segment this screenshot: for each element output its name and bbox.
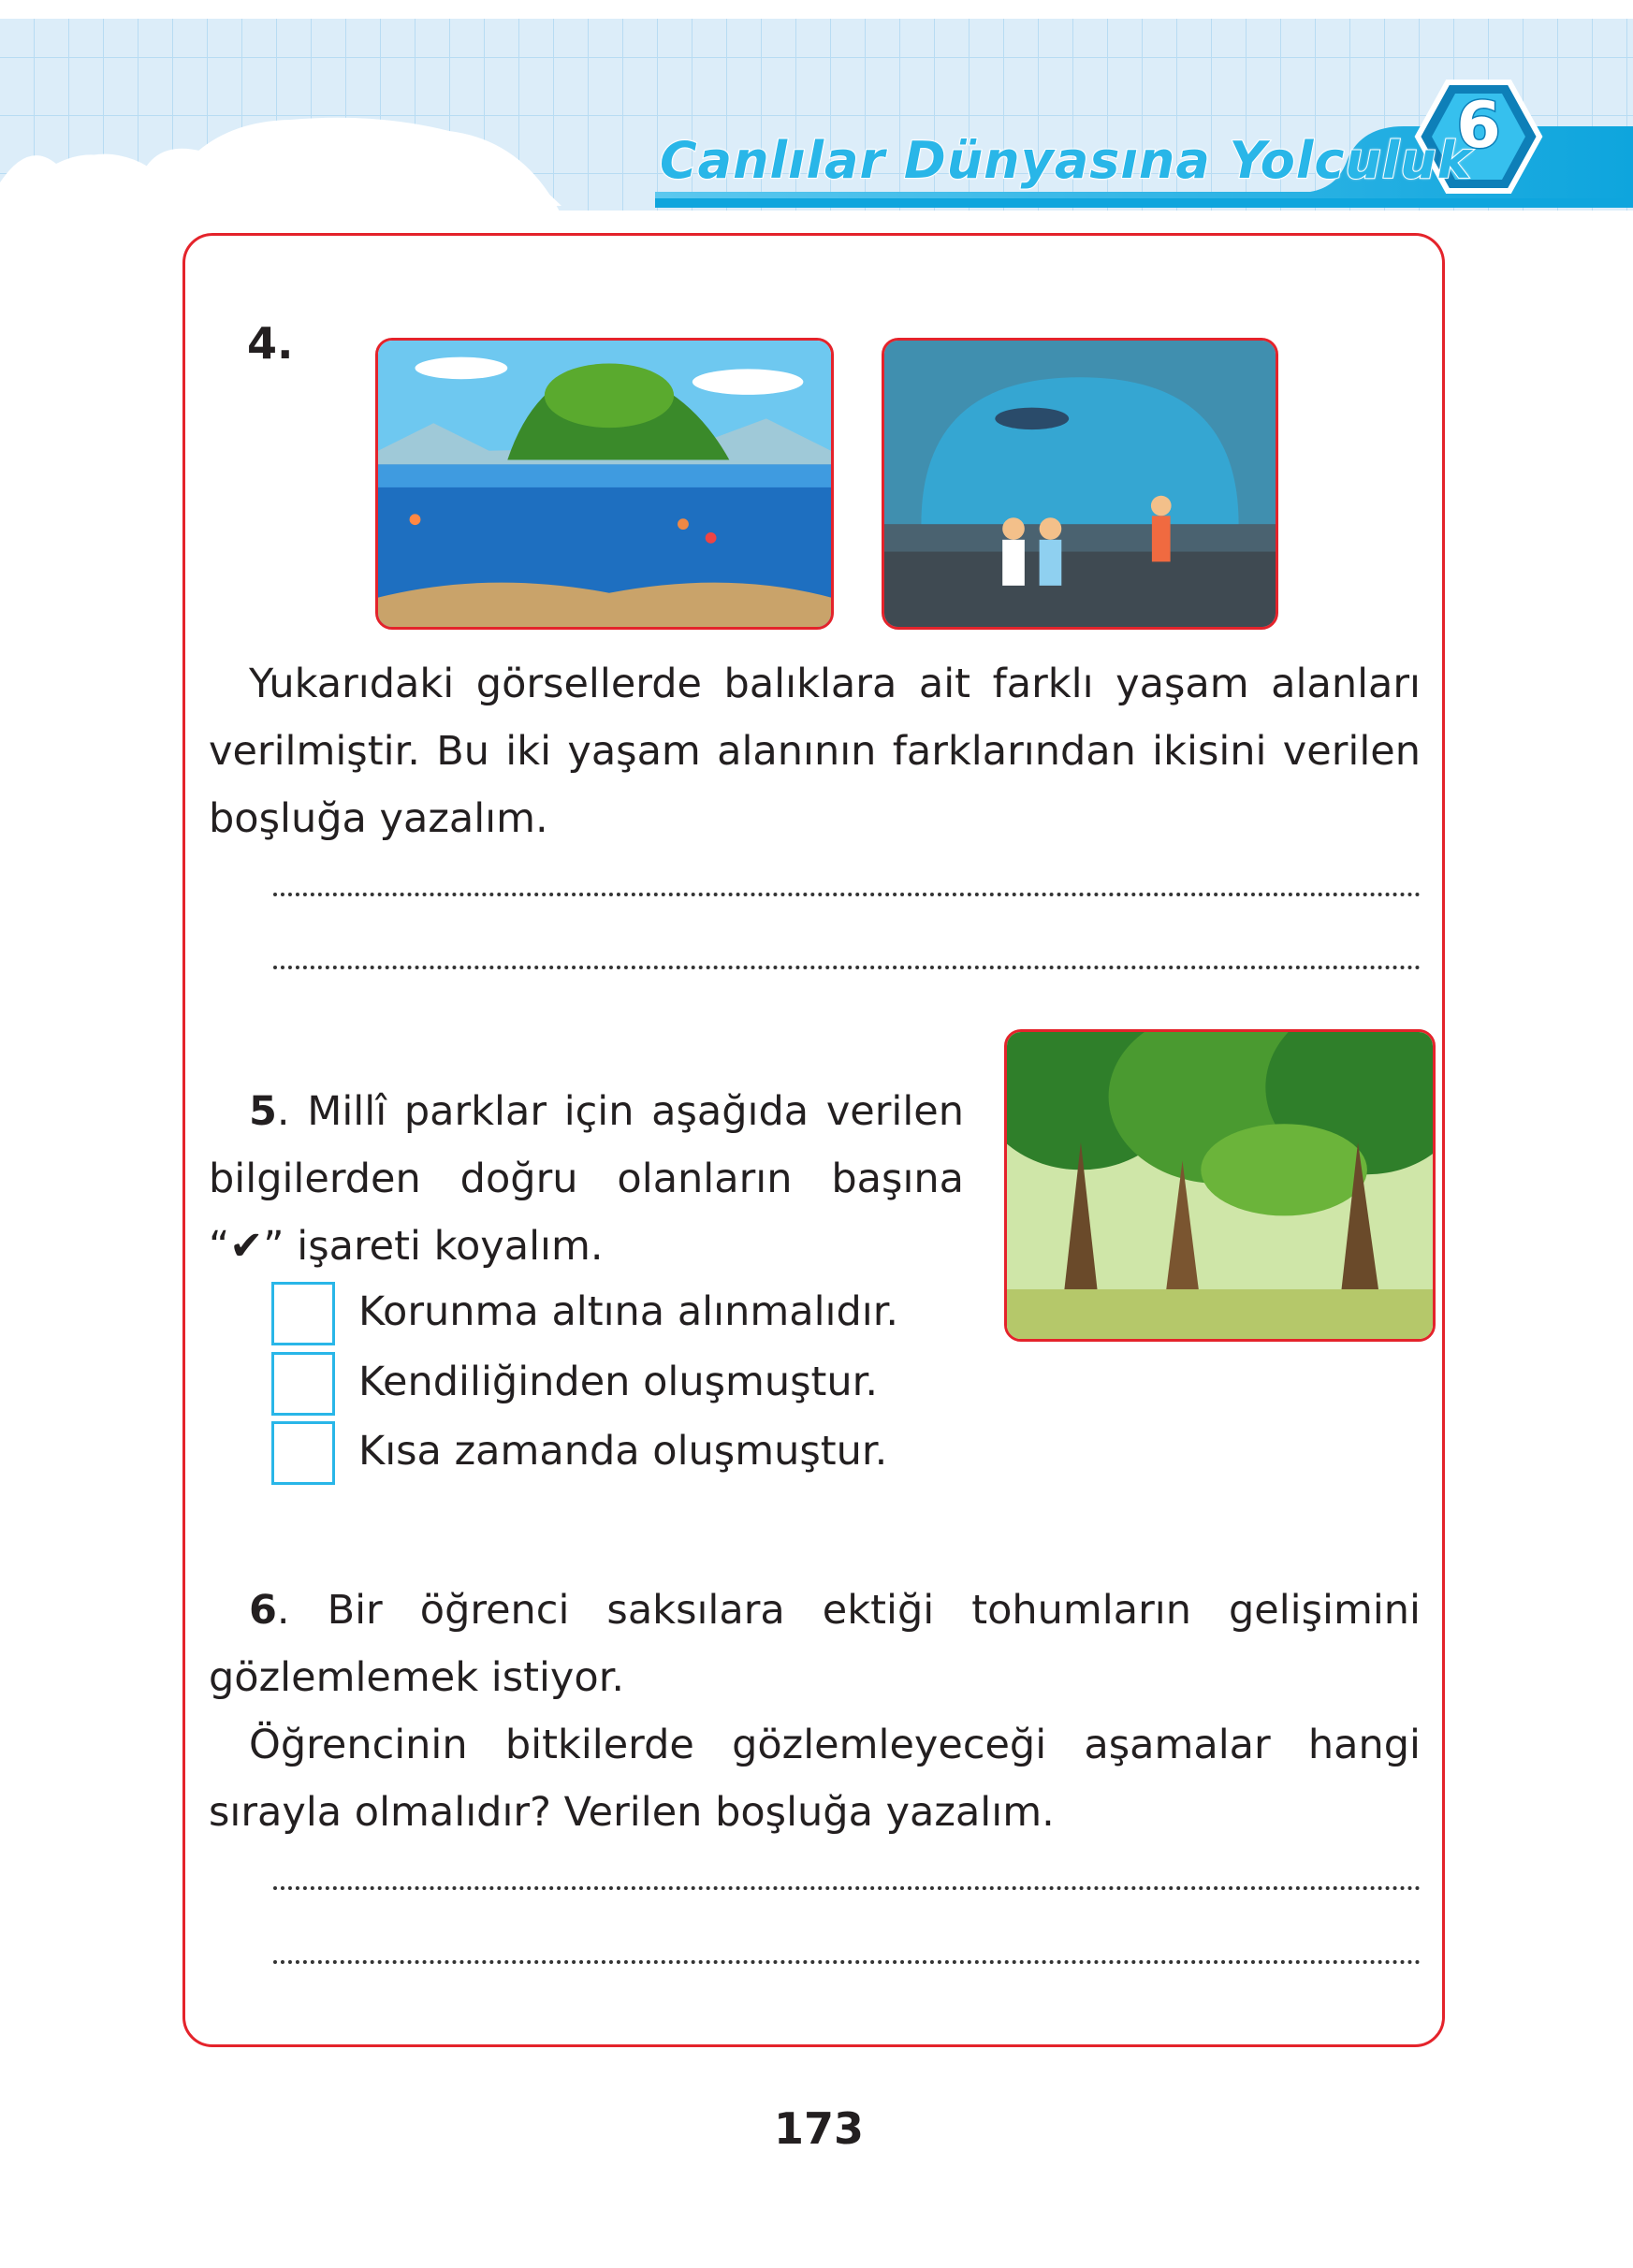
aquarium-image xyxy=(882,338,1278,630)
question-4-text xyxy=(209,650,1421,852)
question-5-number: 5 xyxy=(249,1088,277,1135)
question-5-body: . Millî parklar için aşağıda verilen bilgilerden doğru olanların başına “✔” işareti koyalım. xyxy=(209,1088,964,1270)
question-4-number: 4. xyxy=(247,318,294,369)
ocean-island-image xyxy=(375,338,834,630)
forest-image xyxy=(1004,1029,1436,1342)
chapter-title: Canlılar Dünyasına Yolculuk xyxy=(660,131,1472,190)
unit-number-badge: 6 xyxy=(1456,89,1501,163)
question-5-text xyxy=(209,1078,964,1280)
question-6-body-1: . Bir öğrenci saksılara ektiği tohumların gelişimini gözlemlemek istiyor. xyxy=(209,1587,1421,1701)
page-number: 173 xyxy=(773,2103,865,2154)
question-6-text xyxy=(209,1577,1421,1846)
question-6-number: 6 xyxy=(249,1587,277,1634)
question-6-body-2: Öğrencinin bitkilerde gözlemleyeceği aşamalar hangi sırayla olmalıdır? Verilen boşluğa yazalım. xyxy=(209,1722,1421,1836)
option-label-2: Kendiliğinden oluşmuştur. xyxy=(358,1359,879,1405)
option-label-3: Kısa zamanda oluşmuştur. xyxy=(358,1428,888,1475)
answer-line[interactable] xyxy=(273,1960,1421,1964)
option-checkbox-1[interactable] xyxy=(271,1282,335,1345)
option-checkbox-2[interactable] xyxy=(271,1352,335,1416)
option-label-1: Korunma altına alınmalıdır. xyxy=(358,1288,899,1335)
option-checkbox-3[interactable] xyxy=(271,1421,335,1485)
question-4-body: Yukarıdaki görsellerde balıklara ait farklı yaşam alanları verilmiştir. Bu iki yaşam alanının farklarından ikisini verilen boşluğa yazalım. xyxy=(209,661,1421,842)
answer-line[interactable] xyxy=(273,966,1421,969)
answer-line[interactable] xyxy=(273,1886,1421,1890)
answer-line[interactable] xyxy=(273,893,1421,896)
